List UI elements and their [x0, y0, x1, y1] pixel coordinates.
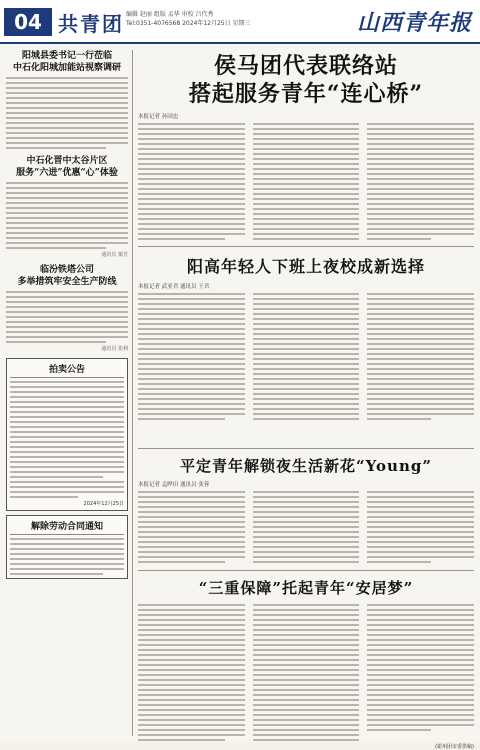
story-headline: 平定青年解锁夜生活新花“Young”	[180, 457, 432, 475]
story-byline: 本报记者 孙国忠	[138, 114, 179, 120]
labor-notice	[6, 515, 128, 579]
story-headline: 阳高年轻人下班上夜校成新选择	[186, 257, 425, 276]
main-area	[138, 50, 474, 750]
left-story-2	[6, 155, 128, 258]
story-body	[138, 293, 474, 420]
story-huozhou	[138, 578, 474, 750]
contact-date-line: Tel:0351-4076568 2024年12月25日 星期三	[126, 20, 251, 27]
auction-notice	[6, 358, 128, 511]
story-headline: “三重保障”托起青年“安居梦”	[198, 579, 414, 597]
masthead-info	[126, 10, 301, 28]
auction-title: 拍卖公告	[10, 362, 124, 378]
story-headline-2: 搭起服务青年“连心桥”	[188, 81, 424, 107]
body-text	[10, 538, 124, 575]
story-body	[138, 123, 474, 240]
story-byline: 本报记者 孟晔田 通讯员 张蓉	[138, 482, 210, 488]
page-number: 04	[4, 8, 52, 36]
left-story-title: 临汾铁塔公司 多举措筑牢安全生产防线	[17, 265, 117, 287]
story-pingding	[138, 456, 474, 563]
labor-title: 解除劳动合同通知	[10, 519, 124, 535]
story-body	[138, 491, 474, 563]
left-story-1	[6, 50, 128, 149]
left-story-3	[6, 264, 128, 352]
section-rule	[138, 570, 474, 571]
story-yanggao	[138, 256, 474, 420]
column-divider	[132, 50, 133, 736]
section-rule	[138, 246, 474, 247]
section-name: 共青团	[58, 12, 124, 36]
masthead	[0, 0, 480, 44]
story-houma	[138, 52, 474, 240]
body-text	[6, 77, 128, 149]
editor-line: 编辑 赵丽 组版 孟华 审校 吕代秀	[126, 11, 214, 18]
story-source: (霍州团市委供稿)	[435, 744, 474, 750]
story-byline: 本报记者 武亚君 通讯员 王君	[138, 284, 210, 290]
left-story-byline: 通讯员 张利	[101, 346, 128, 352]
left-story-byline: 通讯员 栗芳	[101, 252, 128, 258]
story-headline: 侯马团代表联络站	[213, 53, 398, 79]
left-story-title: 中石化晋中太谷片区 服务“六进”优惠“心”体验	[16, 156, 118, 178]
body-text	[6, 291, 128, 343]
section-rule	[138, 448, 474, 449]
story-body	[138, 604, 474, 741]
newspaper-logo: 山西青年报	[356, 10, 472, 36]
left-story-title: 阳城县委书记一行莅临 中石化阳城加能站视察调研	[12, 51, 121, 73]
body-text	[6, 182, 128, 249]
left-column	[6, 50, 128, 736]
body-text	[10, 381, 124, 498]
auction-date: 2024年12月25日	[83, 501, 124, 507]
